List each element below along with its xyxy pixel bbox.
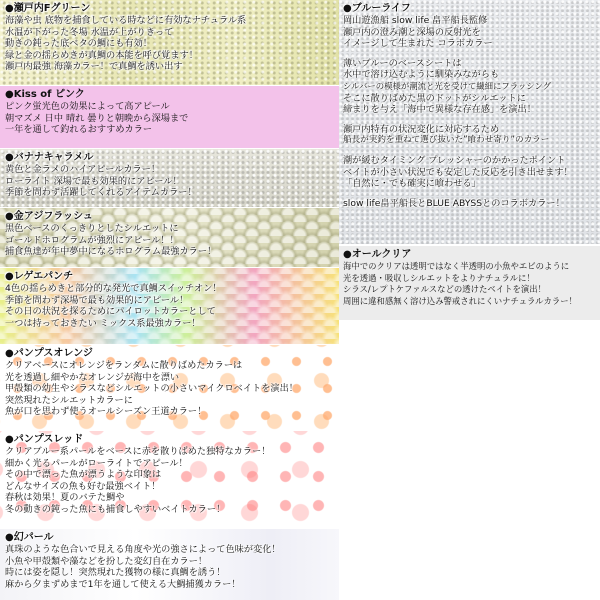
panel-title: ●バナナキャラメル [5, 152, 94, 163]
panel-line: 魚が口を思わず使うオールシーズン王道カラー！ [5, 406, 207, 418]
panel-line: 岡山遊漁船 slow life 畠平船長監修 [343, 15, 488, 26]
panel-spacer [343, 190, 596, 198]
panel-title: ●レゲエパンチ [5, 271, 74, 282]
panel-line: クリアベースにオレンジをランダムに散りばめたカラーは [5, 360, 243, 371]
panel-line: ベイトが小さい状況でも安定した反応を引き出せます！ [343, 166, 573, 178]
panel-line: 光を透過し細やかなオレンジが海中を漂い [5, 371, 180, 383]
panel-line: そこに散りばめた黒のドットがシルエットに [343, 92, 526, 104]
panel-line: 黄色と金ラメのハイアピールカラー！ [5, 164, 161, 175]
panel-line: 朝マズメ 日中 晴れ 曇りと朝晩から深場まで [5, 112, 189, 124]
panel-title: ●瀬戸内Fグリーン [5, 3, 91, 14]
panel-pumps-red [0, 431, 339, 528]
panel-maboroshi-pearl [0, 529, 339, 600]
panel-line: 瀬戸内特有の状況変化に対応するため [343, 123, 500, 135]
panel-line: ローライト 深場で最も効果的にアピール！ [5, 175, 182, 187]
panel-kiss-of-pink [0, 86, 339, 148]
panel-line: 海中でのクリアは透明ではなく半透明の小魚やエビのように [343, 261, 570, 271]
panel-line: 小魚や甲殻類や藻などを扮した変幻自在カラー！ [5, 555, 208, 567]
panel-blue-life [339, 0, 600, 244]
panel-line: 瀬戸内の澄み潮と深場の反射光を [343, 26, 481, 38]
panel-line: どんなサイズの魚も好む最強ベイト！ [5, 480, 161, 492]
panel-line: 光を透過・吸収しシルエットをよりナチュラルに！ [343, 272, 535, 283]
panel-line: 4色の揺らめきと部分的な発光で真鯛スイッチオン！ [5, 283, 222, 294]
panel-line: 真珠のような色合いで見える角度や光の強さによって色味が変化！ [5, 544, 281, 555]
panel-line: 一年を通して釣れるおすすめカラー [5, 124, 153, 136]
panel-line: シルバーの模様が潮流と光を受けて繊細にフラッシング [343, 80, 552, 91]
panel-line: 動きの鈍った底ベタの鯛にも有効！ [5, 38, 152, 50]
panel-line: slow life畠平船長とBLUE ABYSSとのコラボカラー！ [343, 197, 565, 209]
panel-line: 捕食魚達が年中夢中になるホログラム最強カラー！ [5, 246, 217, 258]
panel-banana-caramel [0, 149, 339, 207]
panel-line: 甲殻類の幼生やシラスなどシルエットの小さいマイクロベイトを演出！ [5, 383, 298, 395]
panel-title: ●幻パール [5, 532, 54, 543]
panel-line: 冬の動きの鈍った魚にも捕食しやすいベイトカラー！ [5, 503, 226, 515]
panel-all-clear [339, 246, 600, 320]
panel-line: ピンク蛍光色の効果によって高アピール [5, 101, 170, 112]
panel-line: 薄いブルーのベースシートは [343, 57, 462, 69]
right-column [339, 0, 600, 600]
panel-line: シラス/レプトケファルスなどの透けたベイトを演出！ [343, 284, 546, 295]
panel-line: 麻から夕まずめまで1年を通して使える大鯛捕獲カラー！ [5, 578, 241, 590]
panel-line: 「自然に・でも確実に喰わせる」 [343, 178, 481, 190]
panel-line: 春秋は効果！夏のバテた鯛や [5, 492, 125, 504]
panel-line: 水温が下がった冬場 水温が上がりきって [5, 26, 174, 38]
panel-line: その中で漂った魚が漂うような印象は [5, 469, 162, 481]
panel-line: 締まりを与え「海中で異様な存在感」を演出！ [343, 104, 536, 116]
panel-title: ●Kiss of ピンク [5, 89, 85, 100]
panel-pumps-orange [0, 345, 339, 430]
panel-line: クリアブルー系パールをベースに赤を散りばめた独特なカラー！ [5, 446, 271, 457]
panel-line: 潮が緩むタイミング プレッシャーのかかったポイント [343, 154, 566, 166]
panel-reggae-punch [0, 268, 339, 344]
panel-line: 緑と金の揺らめきが真鯛の本能を呼び覚ます！ [5, 49, 198, 61]
panel-setouchi-f-green [0, 0, 339, 85]
panel-line: 周囲に違和感無く溶け込み警戒されにくいナチュラルカラー！ [343, 295, 577, 306]
panel-spacer [343, 116, 596, 124]
panel-line: 海藻や虫 底物を捕食している時などに有効なナチュラル系 [5, 15, 247, 26]
panel-line: 季節を問わず活躍してくれるアイテムカラー！ [5, 187, 197, 199]
panel-line: ゴールドホログラムが強烈にアピール！！ [5, 234, 179, 246]
panel-line: 季節を問わず深場で最も効果的にアピール！ [5, 294, 189, 306]
panel-gold-aji-flash [0, 208, 339, 267]
panel-line: 水中で溶け込むように馴染みながらも [343, 69, 500, 81]
panel-line: その日の状況を探るためにパイロットカラーとして [5, 306, 216, 318]
panel-line: 細かく光るパールがローライトでアピール！ [5, 457, 188, 469]
panel-title: ●金アジフラッシュ [5, 211, 93, 222]
panel-title: ●パンプスオレンジ [5, 348, 93, 359]
panel-title: ●ブルーライフ [343, 3, 411, 14]
panel-spacer [343, 50, 596, 58]
panel-title: ●パンプスレッド [5, 434, 84, 445]
panel-line: 瀬戸内最強 海藻カラー！で真鯛を誘い出す [5, 61, 183, 73]
panel-line: 船長が実釣を重ねて選び抜いた”喰わせ寄り”のカラー [343, 135, 550, 146]
panel-spacer [343, 147, 596, 155]
panel-line: 黒色ベースのくっきりとしたシルエットに [5, 223, 179, 234]
panel-line: 時には姿を隠し！突然現れた獲物の様に真鯛を誘う！ [5, 567, 226, 579]
panel-line: 突然現れたシルエットカラーに [5, 394, 133, 406]
panel-line: 一つは持っておきたい ミックス系最強カラー！ [5, 317, 201, 329]
panel-line: イメージして生まれた コラボカラー [343, 38, 493, 50]
panel-title: ●オールクリア [343, 249, 412, 260]
